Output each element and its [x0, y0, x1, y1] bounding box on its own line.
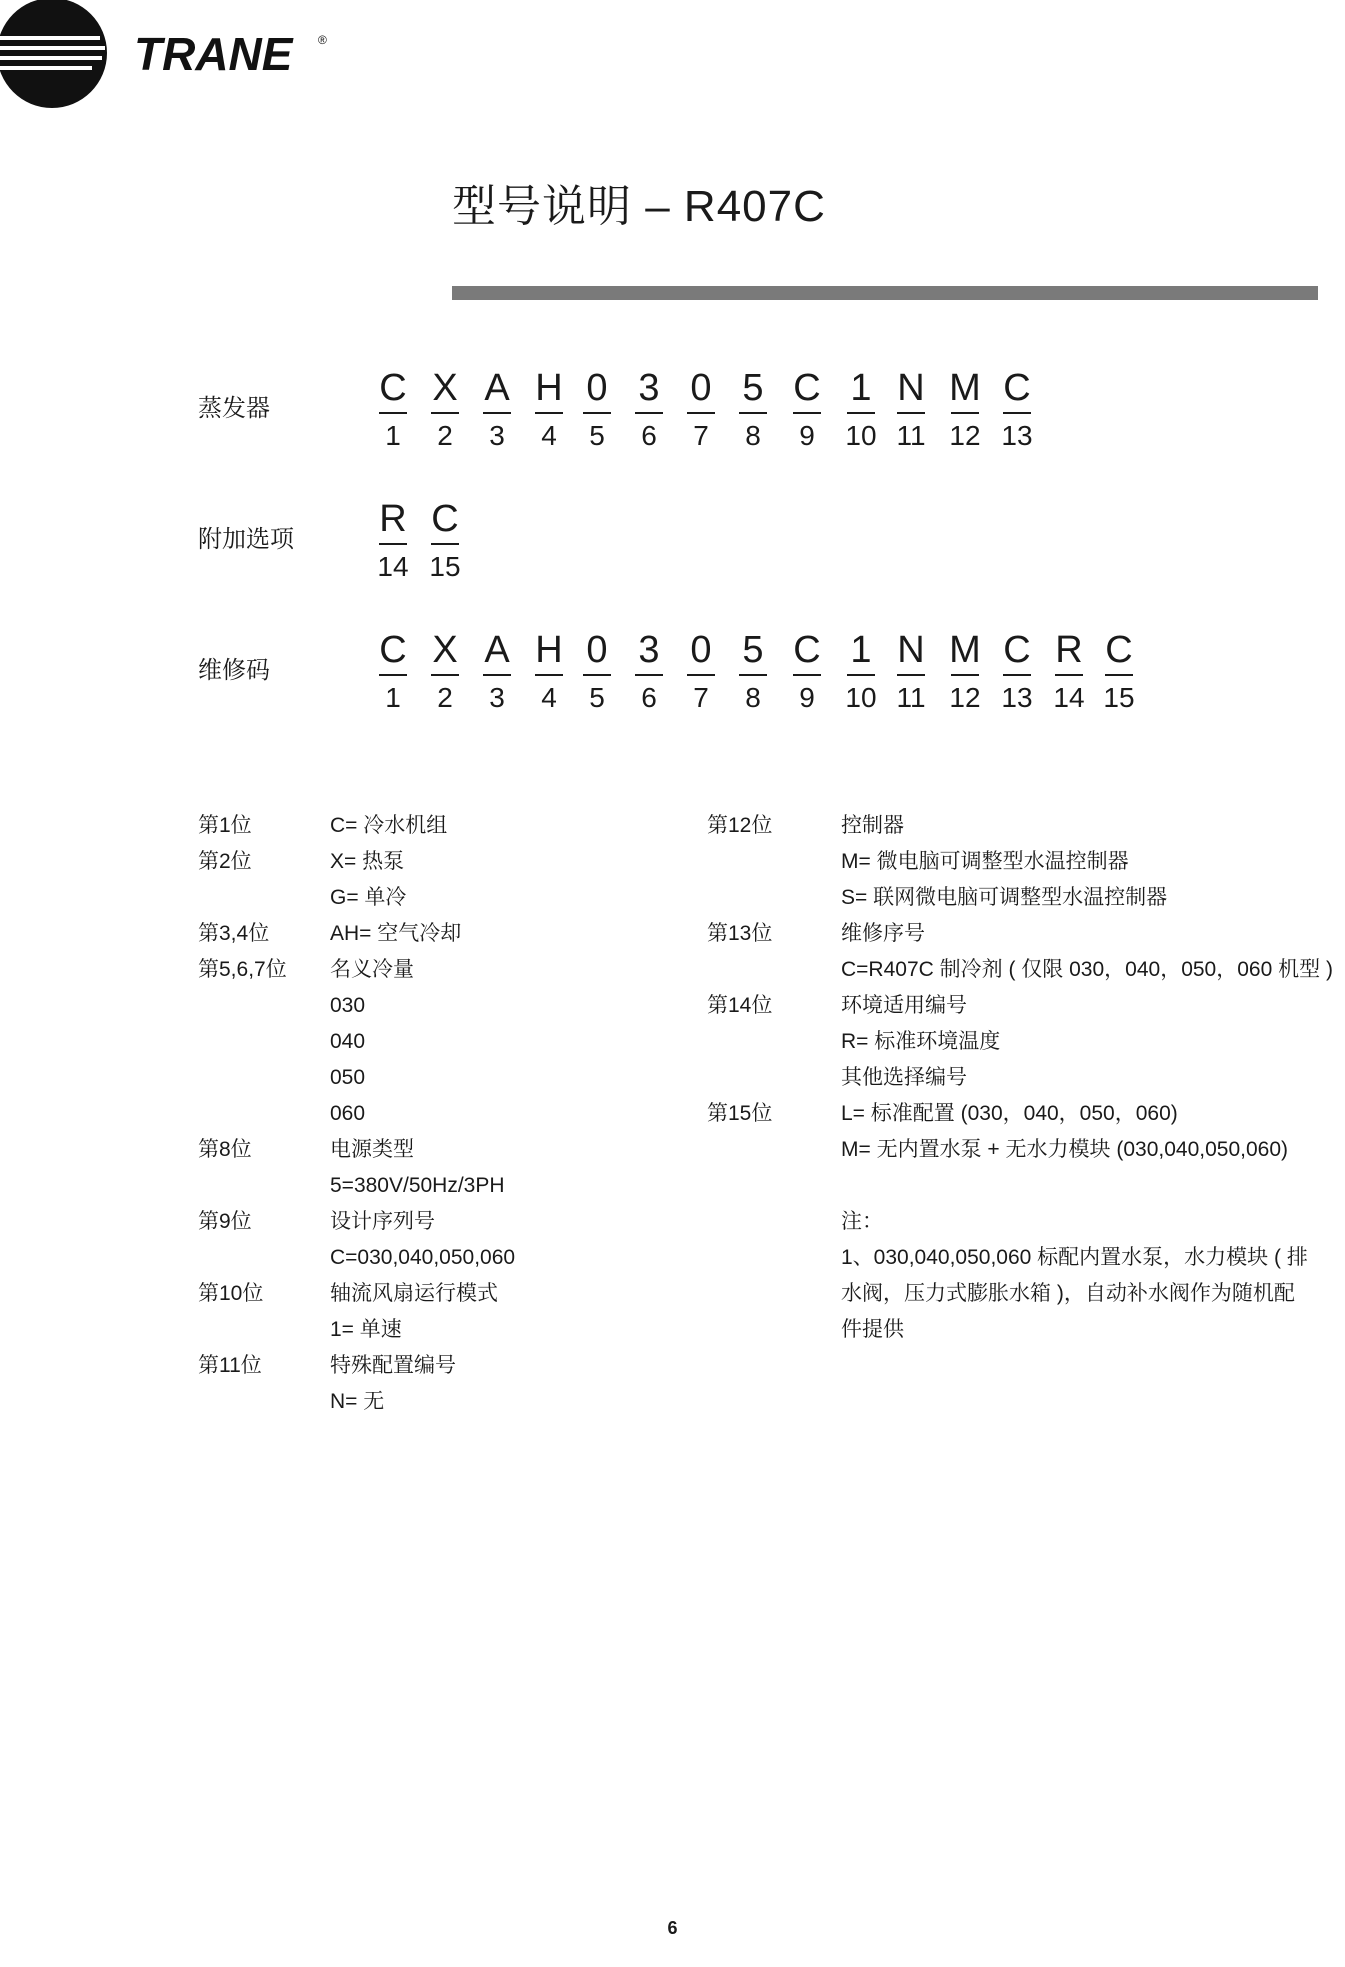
code-underline: [1003, 412, 1031, 414]
code-char: 0: [690, 629, 712, 671]
legend-position: 第2位: [198, 850, 252, 873]
code-underline: [431, 674, 459, 676]
legend-description: 维修序号: [841, 922, 925, 945]
code-char: 5: [742, 367, 764, 409]
code-cell: [728, 628, 778, 714]
code-char: C: [793, 367, 821, 409]
code-char: N: [897, 367, 925, 409]
code-char: R: [379, 498, 407, 540]
code-cell: [624, 366, 674, 452]
legend-description: 特殊配置编号: [330, 1354, 456, 1377]
code-cell: [940, 366, 990, 452]
digit-position: 7: [693, 420, 709, 451]
legend-description: G= 单冷: [330, 886, 407, 909]
code-underline: [379, 674, 407, 676]
code-char: C: [1003, 367, 1031, 409]
page-number: 6: [667, 1918, 678, 1938]
code-char: C: [1003, 629, 1031, 671]
code-char: 1: [850, 367, 872, 409]
code-char: 3: [638, 367, 660, 409]
code-underline: [1055, 674, 1083, 676]
code-char: 3: [638, 629, 660, 671]
digit-position: 12: [949, 420, 981, 451]
code-char: 0: [690, 367, 712, 409]
legend-description: 5=380V/50Hz/3PH: [330, 1174, 505, 1197]
code-cell: [836, 366, 886, 452]
digit-position: 13: [1001, 420, 1033, 451]
digit-position: 14: [377, 551, 409, 582]
code-underline: [483, 412, 511, 414]
digit-position: 6: [641, 420, 657, 451]
code-underline: [379, 543, 407, 545]
code-cell: [420, 628, 470, 714]
code-underline: [793, 412, 821, 414]
legend-description: S= 联网微电脑可调整型水温控制器: [841, 886, 1168, 909]
legend-description: AH= 空气冷却: [330, 922, 462, 945]
digit-position: 14: [1053, 682, 1085, 713]
legend-description: 电源类型: [330, 1138, 414, 1161]
code-underline: [897, 674, 925, 676]
code-cell: [992, 628, 1042, 714]
digit-position: 11: [896, 420, 926, 451]
code-cell: [624, 628, 674, 714]
code-char: M: [949, 367, 981, 409]
code-cell: [472, 628, 522, 714]
trane-logo: [0, 0, 340, 110]
digit-position: 8: [745, 682, 761, 713]
digit-position: 3: [489, 682, 505, 713]
legend-description: 060: [330, 1102, 366, 1125]
digit-position: 9: [799, 682, 815, 713]
digit-position: 5: [589, 420, 605, 451]
code-underline: [687, 412, 715, 414]
code-cell: [886, 366, 936, 452]
legend-description: C=R407C 制冷剂 ( 仅限 030，040，050，060 机型 ): [841, 958, 1333, 981]
code-underline: [635, 674, 663, 676]
digit-position: 3: [489, 420, 505, 451]
code-underline: [583, 412, 611, 414]
code-char: 0: [586, 629, 608, 671]
page-title: 型号说明 – R407C: [452, 182, 826, 231]
code-cell: [368, 497, 418, 583]
code-char: 1: [850, 629, 872, 671]
legend-position: 第15位: [707, 1102, 773, 1125]
legend-description: 控制器: [841, 814, 904, 837]
code-cell: [420, 497, 470, 583]
code-cell: [368, 628, 418, 714]
legend-position: 第12位: [707, 814, 773, 837]
code-char: M: [949, 629, 981, 671]
code-char: C: [793, 629, 821, 671]
code-underline: [1105, 674, 1133, 676]
legend-description: 名义冷量: [330, 958, 414, 981]
code-cell: [940, 628, 990, 714]
legend-description: N= 无: [330, 1390, 385, 1413]
code-cell: [836, 628, 886, 714]
legend-description: 040: [330, 1030, 366, 1053]
digit-position: 4: [541, 682, 557, 713]
legend-description: 030: [330, 994, 366, 1017]
digit-position: 7: [693, 682, 709, 713]
code-underline: [897, 412, 925, 414]
code-char: C: [379, 367, 407, 409]
legend-position: 第1位: [198, 814, 252, 837]
code-cell: [992, 366, 1042, 452]
code-char: A: [484, 367, 510, 409]
code-cell: [572, 628, 622, 714]
code-underline: [793, 674, 821, 676]
code-underline: [739, 412, 767, 414]
code-char: C: [431, 498, 459, 540]
code-underline: [483, 674, 511, 676]
svg-text:TRANE: TRANE: [134, 28, 293, 80]
digit-position: 5: [589, 682, 605, 713]
code-char: N: [897, 629, 925, 671]
digit-position: 10: [845, 420, 877, 451]
code-char: 0: [586, 367, 608, 409]
code-underline: [635, 412, 663, 414]
legend-description: R= 标准环境温度: [841, 1030, 1001, 1053]
code-char: H: [535, 629, 563, 671]
legend-description: 件提供: [841, 1318, 904, 1341]
legend-position: 第3,4位: [198, 922, 270, 945]
digit-position: 15: [1103, 682, 1135, 713]
svg-text:®: ®: [318, 33, 327, 47]
code-cell: [676, 628, 726, 714]
digit-position: 2: [437, 682, 453, 713]
code-cell: [524, 366, 574, 452]
code-underline: [583, 674, 611, 676]
code-cell: [886, 628, 936, 714]
legend-position: 第13位: [707, 922, 773, 945]
code-cell: [572, 366, 622, 452]
title-divider: [452, 286, 1318, 300]
code-cell: [368, 366, 418, 452]
code-char: C: [379, 629, 407, 671]
legend-description: L= 标准配置 (030，040，050，060): [841, 1102, 1178, 1125]
legend-description: 其他选择编号: [841, 1066, 967, 1089]
legend-position: 第5,6,7位: [198, 958, 287, 981]
code-underline: [535, 674, 563, 676]
legend-description: C=030,040,050,060: [330, 1246, 516, 1269]
code-underline: [1003, 674, 1031, 676]
code-underline: [431, 412, 459, 414]
code-underline: [847, 412, 875, 414]
code-underline: [379, 412, 407, 414]
code-underline: [431, 543, 459, 545]
legend-position: 第14位: [707, 994, 773, 1017]
legend-description: C= 冷水机组: [330, 814, 448, 837]
code-underline: [687, 674, 715, 676]
legend-description: M= 无内置水泵 + 无水力模块 (030,040,050,060): [841, 1138, 1288, 1161]
digit-position: 2: [437, 420, 453, 451]
code-char: C: [1105, 629, 1133, 671]
digit-position: 6: [641, 682, 657, 713]
code-cell: [782, 366, 832, 452]
digit-position: 11: [896, 682, 926, 713]
digit-position: 8: [745, 420, 761, 451]
code-char: A: [484, 629, 510, 671]
digit-position: 1: [385, 682, 401, 713]
legend-description: 水阀，压力式膨胀水箱 )，自动补水阀作为随机配: [841, 1282, 1295, 1305]
code-underline: [951, 412, 979, 414]
legend-position: 第8位: [198, 1138, 252, 1161]
service-code-label: 维修码: [198, 657, 270, 684]
digit-position: 1: [385, 420, 401, 451]
code-char: R: [1055, 629, 1083, 671]
code-cell: [472, 366, 522, 452]
legend-description: X= 热泵: [330, 850, 405, 873]
code-cell: [676, 366, 726, 452]
legend-description: 1、030,040,050,060 标配内置水泵，水力模块 ( 排: [841, 1246, 1308, 1269]
evaporator-label: 蒸发器: [198, 395, 270, 422]
code-underline: [847, 674, 875, 676]
code-cell: [1094, 628, 1144, 714]
code-underline: [535, 412, 563, 414]
code-char: 5: [742, 629, 764, 671]
legend-position: 第10位: [198, 1282, 264, 1305]
code-cell: [420, 366, 470, 452]
digit-position: 13: [1001, 682, 1033, 713]
code-cell: [728, 366, 778, 452]
legend-position: 第9位: [198, 1210, 252, 1233]
code-underline: [739, 674, 767, 676]
digit-position: 4: [541, 420, 557, 451]
code-cell: [1044, 628, 1094, 714]
code-cell: [524, 628, 574, 714]
legend-description: 050: [330, 1066, 366, 1089]
legend-description: 设计序列号: [330, 1210, 435, 1233]
legend-description: M= 微电脑可调整型水温控制器: [841, 850, 1129, 873]
legend-position: 第11位: [198, 1354, 262, 1377]
code-cell: [782, 628, 832, 714]
code-char: H: [535, 367, 563, 409]
legend-description: 轴流风扇运行模式: [330, 1282, 498, 1305]
code-underline: [951, 674, 979, 676]
digit-position: 9: [799, 420, 815, 451]
legend-description: 1= 单速: [330, 1318, 402, 1341]
options-label: 附加选项: [198, 526, 294, 553]
digit-position: 10: [845, 682, 877, 713]
code-char: X: [432, 629, 458, 671]
code-char: X: [432, 367, 458, 409]
legend-description: 环境适用编号: [841, 994, 967, 1017]
digit-position: 15: [429, 551, 461, 582]
digit-position: 12: [949, 682, 981, 713]
legend-description: 注：: [841, 1210, 883, 1233]
